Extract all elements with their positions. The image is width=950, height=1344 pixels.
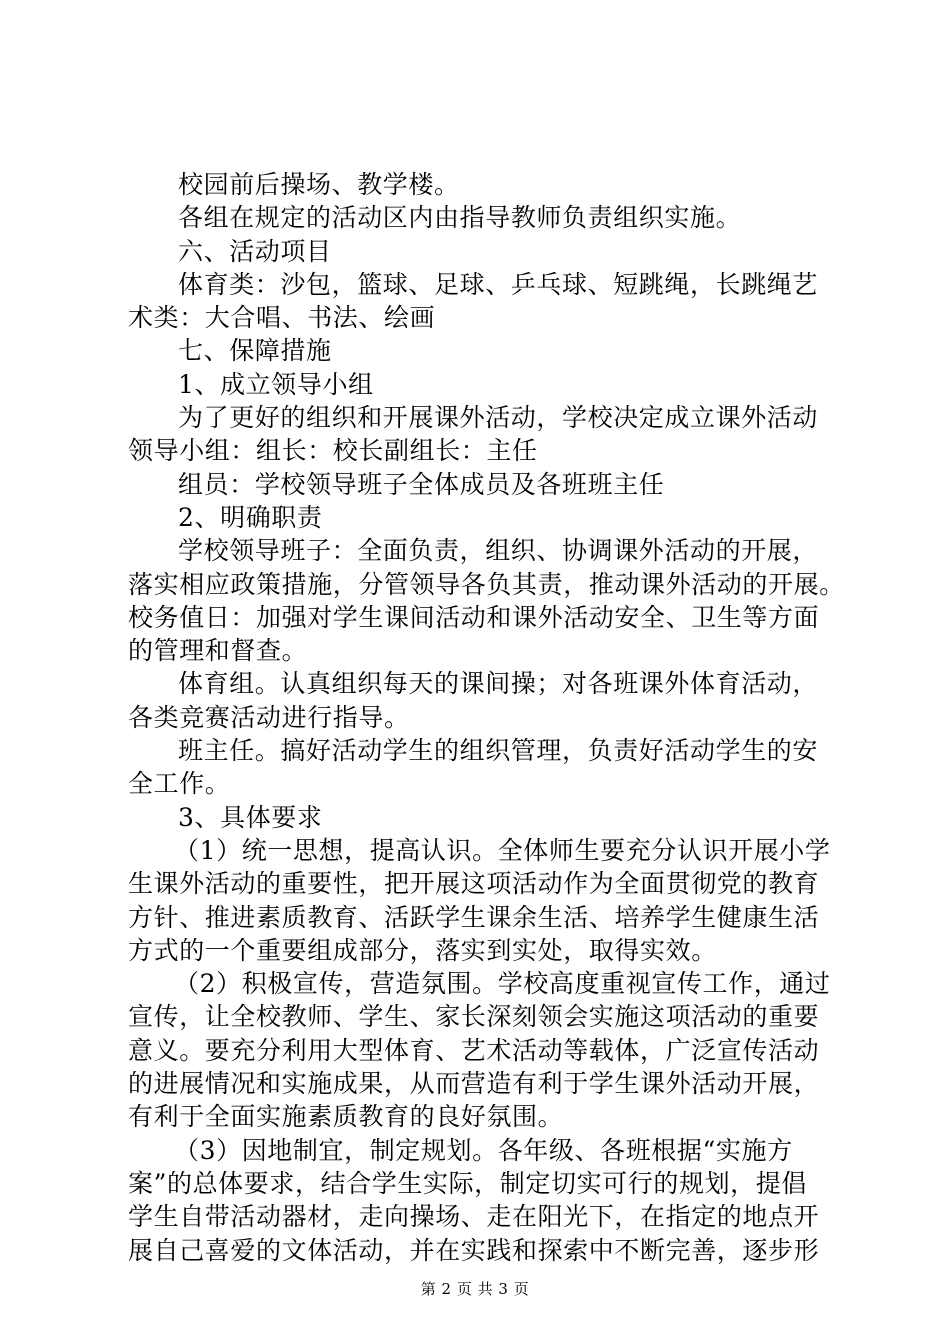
text-line: 生课外活动的重要性，把开展这项活动作为全面贯彻党的教育 xyxy=(128,869,820,899)
text-line: 的进展情况和实施成果，从而营造有利于学生课外活动开展， xyxy=(128,1069,820,1099)
text-line: 3、具体要求 xyxy=(178,802,323,832)
text-line: 2、明确职责 xyxy=(178,502,323,532)
text-line: 1、成立领导小组 xyxy=(178,369,374,399)
text-line: 体育组。认真组织每天的课间操；对各班课外体育活动， xyxy=(178,669,819,699)
text-line: 全工作。 xyxy=(128,769,231,799)
text-line: 为了更好的组织和开展课外活动，学校决定成立课外活动 xyxy=(178,403,819,433)
text-line: 有利于全面实施素质教育的良好氛围。 xyxy=(128,1102,564,1132)
text-line: 体育类：沙包，篮球、足球、乒乓球、短跳绳，长跳绳艺 xyxy=(178,269,819,299)
text-line: 的管理和督查。 xyxy=(128,636,308,666)
text-line: 展自己喜爱的文体活动，并在实践和探索中不断完善，逐步形 xyxy=(128,1235,820,1265)
text-line: 各类竞赛活动进行指导。 xyxy=(128,702,410,732)
text-line: 案”的总体要求，结合学生实际，制定切实可行的规划，提倡 xyxy=(128,1168,807,1198)
text-line: 各组在规定的活动区内由指导教师负责组织实施。 xyxy=(178,203,742,233)
text-line: 组员：学校领导班子全体成员及各班班主任 xyxy=(178,469,665,499)
text-line: 七、保障措施 xyxy=(178,336,332,366)
text-line: 六、活动项目 xyxy=(178,236,332,266)
text-line: 校园前后操场、教学楼。 xyxy=(178,170,460,199)
text-line: 宣传，让全校教师、学生、家长深刻领会实施这项活动的重要 xyxy=(128,1002,820,1032)
text-line: 术类：大合唱、书法、绘画 xyxy=(128,303,436,333)
text-line: 方针、推进素质教育、活跃学生课余生活、培养学生健康生活 xyxy=(128,902,820,932)
page-footer: 第 2 页 共 3 页 xyxy=(420,1280,530,1298)
text-line: （1）统一思想，提高认识。全体师生要充分认识开展小学 xyxy=(174,835,831,865)
text-line: 学校领导班子：全面负责，组织、协调课外活动的开展， xyxy=(178,536,819,566)
text-line: 校务值日：加强对学生课间活动和课外活动安全、卫生等方面 xyxy=(128,602,820,632)
text-line: （3）因地制宜，制定规划。各年级、各班根据“实施方 xyxy=(174,1135,793,1165)
text-line: （2）积极宣传，营造氛围。学校高度重视宣传工作，通过 xyxy=(174,969,831,999)
text-line: 班主任。搞好活动学生的组织管理，负责好活动学生的安 xyxy=(178,736,819,766)
text-line: 落实相应政策措施，分管领导各负其责，推动课外活动的开展。 xyxy=(128,569,845,599)
text-line: 学生自带活动器材，走向操场、走在阳光下，在指定的地点开 xyxy=(128,1202,820,1232)
text-line: 方式的一个重要组成部分，落实到实处，取得实效。 xyxy=(128,935,717,965)
text-line: 意义。要充分利用大型体育、艺术活动等载体，广泛宣传活动 xyxy=(128,1035,820,1065)
document-body xyxy=(128,168,845,1267)
text-line: 领导小组：组长：校长副组长：主任 xyxy=(128,436,538,466)
